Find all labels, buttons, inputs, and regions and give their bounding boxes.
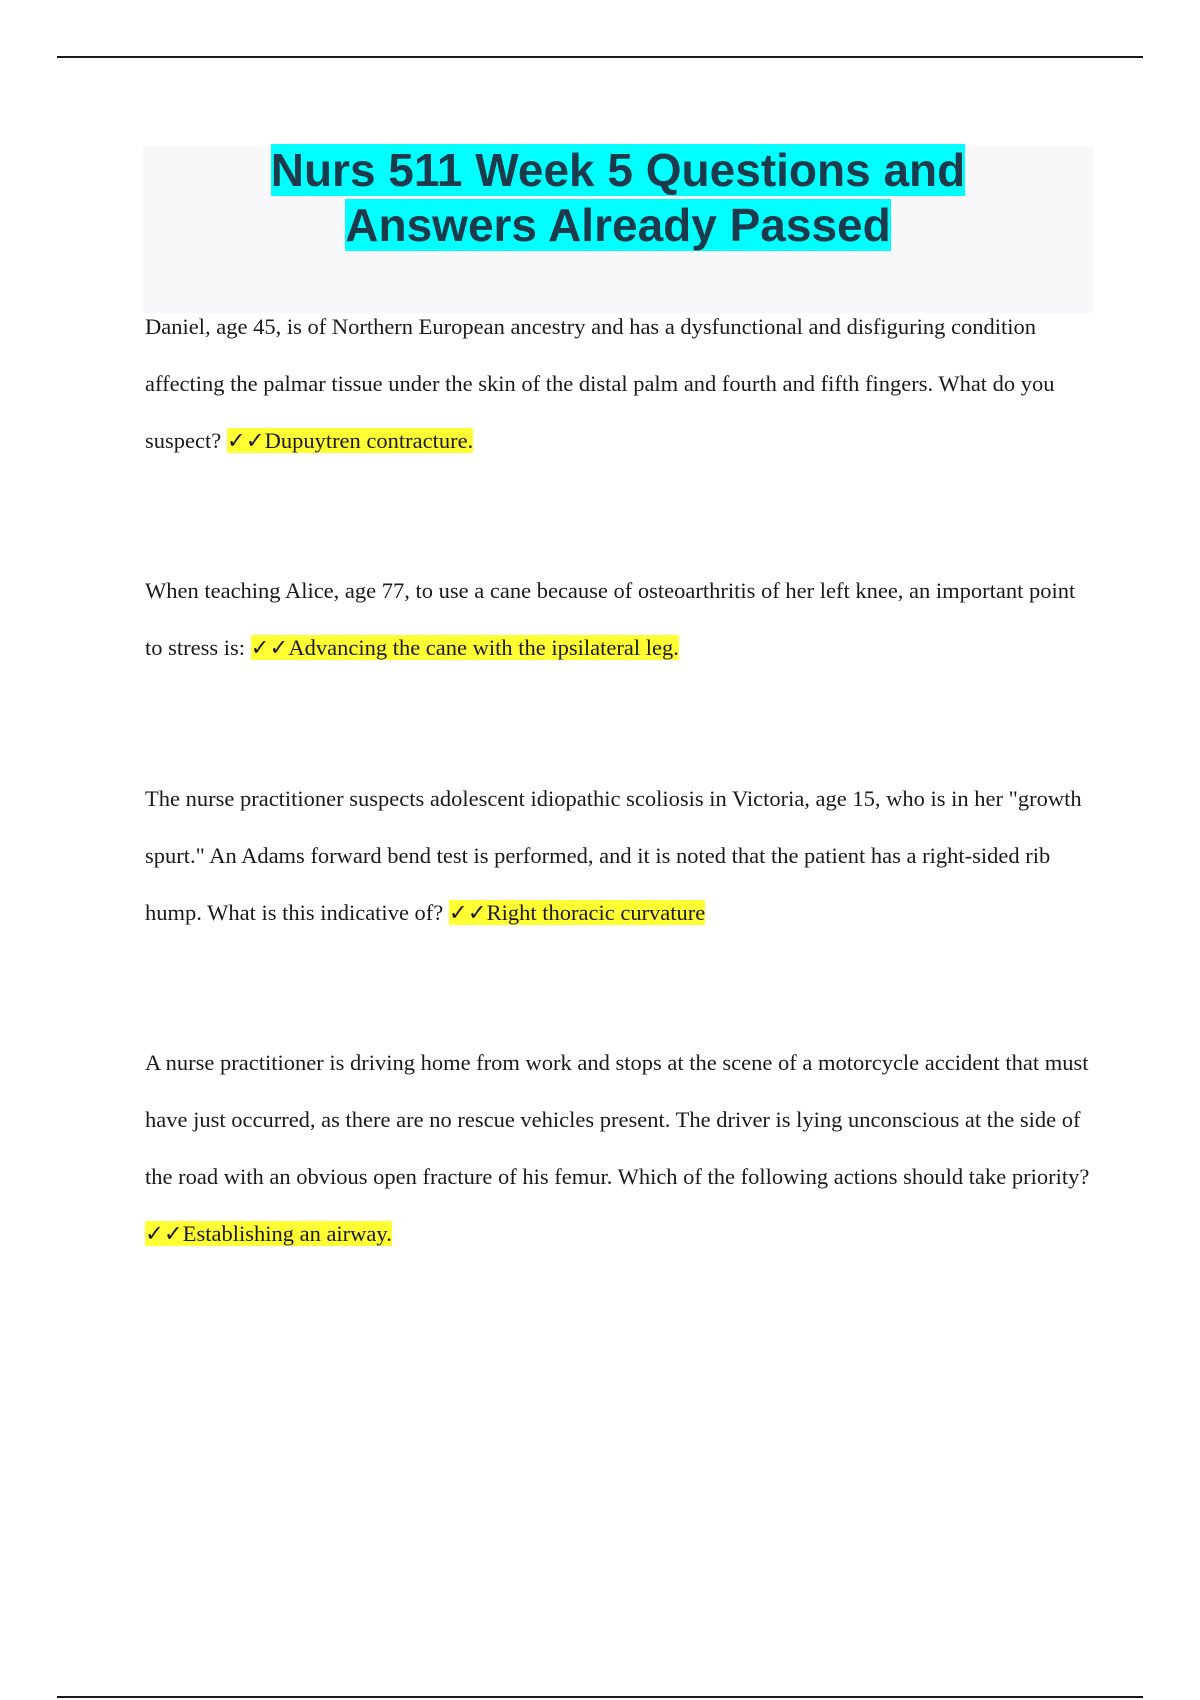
answer-highlight: ✓✓Establishing an airway. <box>145 1221 392 1246</box>
answer-highlight: ✓✓Right thoracic curvature <box>448 900 706 925</box>
qa-item-2 <box>145 562 1090 676</box>
question-text: Daniel, age 45, is of Northern European ancestry and has a dysfunctional and disfiguring condition affecting the palmar tissue under the skin of the distal palm and fourth and fifth fingers. What do you suspect? <box>145 314 1055 453</box>
answer-highlight: ✓✓Advancing the cane with the ipsilateral leg. <box>250 635 679 660</box>
title-line-2: Answers Already Passed <box>345 199 891 251</box>
qa-item-1 <box>145 298 1090 469</box>
question-text: The nurse practitioner suspects adolescent idiopathic scoliosis in Victoria, age 15, who is in her "growth spurt." An Adams forward bend test is performed, and it is noted that the patient has a right-sided rib hump. What is this indicative of? <box>145 786 1082 925</box>
question-text: A nurse practitioner is driving home from work and stops at the scene of a motorcycle accident that must have just occurred, as there are no rescue vehicles present. The driver is lying unconscious at the side of the road with an obvious open fracture of his femur. Which of the following actions should take priority? <box>145 1050 1090 1189</box>
title-line-1: Nurs 511 Week 5 Questions and <box>270 144 966 196</box>
qa-item-4 <box>145 1034 1090 1262</box>
qa-item-3 <box>145 770 1090 941</box>
answer-highlight: ✓✓Dupuytren contracture. <box>226 428 474 453</box>
document-title <box>143 143 1093 253</box>
bottom-rule <box>57 1696 1143 1698</box>
question-text: When teaching Alice, age 77, to use a cane because of osteoarthritis of her left knee, an important point to stress is: <box>145 578 1076 660</box>
top-rule <box>57 56 1143 58</box>
